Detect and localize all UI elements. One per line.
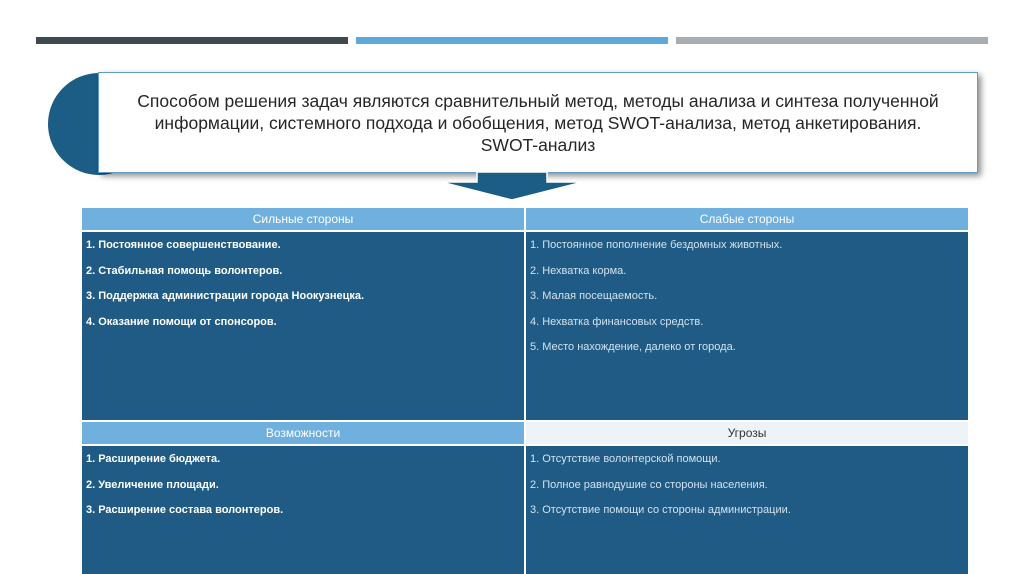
intro-line-1: Способом решения задач являются сравнительный метод, методы анализа и синтеза полученной [137, 90, 939, 111]
swot-table [82, 206, 968, 574]
list-item: 5. Место нахождение, далеко от города. [530, 341, 736, 353]
weaknesses-header: Слабые стороны [526, 206, 968, 230]
list-item: 1. Отсутствие волонтерской помощи. [530, 453, 721, 465]
opportunities-cell [82, 444, 524, 574]
list-item: 2. Нехватка корма. [530, 264, 627, 277]
top-bar-dark [36, 37, 348, 44]
intro-line-2: информации, системного подхода и обобщения, метод SWOT-анализа, метод анкетирования. [154, 112, 922, 133]
weaknesses-cell [526, 230, 968, 420]
threats-cell [526, 444, 968, 574]
list-item: 3. Отсутствие помощи со стороны администрации. [530, 504, 791, 516]
intro-line-3: SWOT-анализ [480, 134, 596, 155]
top-bar-gray [676, 37, 988, 44]
list-item: 4. Оказание помощи от спонсоров. [86, 315, 277, 328]
opportunities-header: Возможности [82, 420, 524, 444]
weaknesses-list [530, 238, 964, 354]
strengths-list [86, 238, 520, 329]
intro-text-box [98, 72, 978, 173]
list-item: 1. Постоянное пополнение бездомных животных. [530, 239, 783, 251]
down-arrow-icon [441, 172, 583, 200]
list-item: 3. Поддержка администрации города Ноокузнецка. [86, 290, 365, 302]
list-item: 3. Малая посещаемость. [530, 290, 658, 302]
list-item: 2. Увеличение площади. [86, 478, 219, 491]
threats-list [530, 452, 964, 517]
list-item: 1. Постоянное совершенствование. [86, 239, 281, 251]
strengths-header: Сильные стороны [82, 206, 524, 230]
list-item: 3. Расширение состава волонтеров. [86, 504, 284, 516]
threats-header: Угрозы [526, 420, 968, 444]
opportunities-list [86, 452, 520, 517]
list-item: 2. Стабильная помощь волонтеров. [86, 264, 283, 277]
strengths-cell [82, 230, 524, 420]
intro-text [137, 90, 938, 156]
list-item: 4. Нехватка финансовых средств. [530, 315, 704, 328]
list-item: 1. Расширение бюджета. [86, 453, 221, 465]
top-bar-blue [356, 37, 668, 44]
list-item: 2. Полное равнодушие со стороны населения. [530, 478, 768, 491]
